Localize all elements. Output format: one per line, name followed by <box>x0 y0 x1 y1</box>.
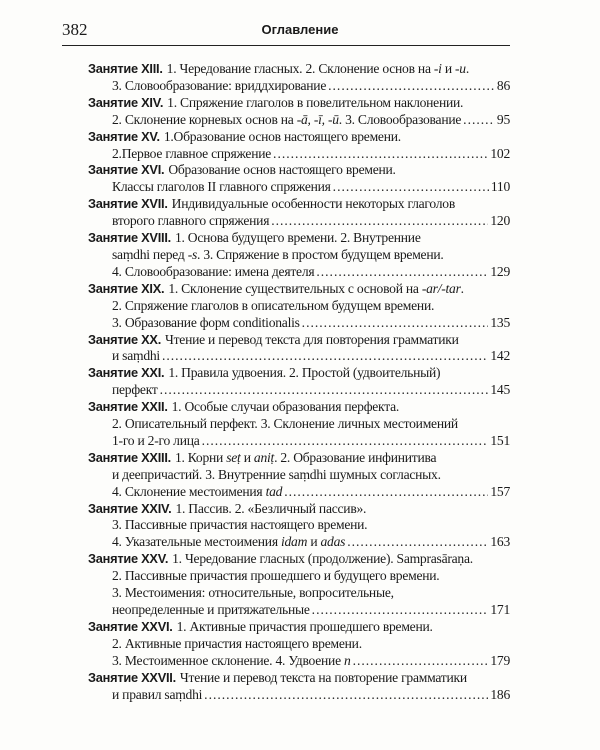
dot-leader <box>160 382 489 399</box>
text-segment: Чтение и перевод текста на повторение грамматики <box>179 669 467 685</box>
dot-leader <box>333 179 489 196</box>
entry-text <box>167 61 469 78</box>
entry-title: Занятие XXVI. <box>88 618 173 634</box>
toc-entry <box>88 129 510 163</box>
toc-line <box>88 602 510 619</box>
text-segment: . 3. Спряжение в простом будущем времени. <box>197 246 444 262</box>
toc-line <box>88 61 510 78</box>
toc-line <box>88 416 510 433</box>
entry-text <box>175 450 436 467</box>
entry-title: Занятие XXII. <box>88 399 168 415</box>
entry-text <box>172 551 473 568</box>
entry-page-number: 157 <box>490 483 510 499</box>
italic-term: -ar/-tar <box>421 280 461 296</box>
text-segment: 2. Пассивные причастия прошедшего и будущего времени. <box>112 568 440 584</box>
entry-text <box>112 298 434 315</box>
toc-line <box>88 146 510 163</box>
entry-text <box>165 332 459 349</box>
entry-title: Занятие XVIII. <box>88 230 171 246</box>
entry-text <box>112 78 326 95</box>
entry-text <box>164 129 401 146</box>
entry-text <box>112 315 300 332</box>
toc-line <box>88 585 510 602</box>
entry-title: Занятие XV. <box>88 128 160 144</box>
toc-line <box>88 129 510 146</box>
dot-leader <box>347 534 488 551</box>
text-segment: перфект <box>112 382 158 398</box>
entry-text <box>180 670 467 687</box>
entry-page-number: 110 <box>490 179 510 195</box>
italic-term: -s <box>187 246 198 262</box>
toc-line <box>88 298 510 315</box>
toc-entry <box>88 450 510 501</box>
text-segment: Чтение и перевод текста для повторения грамматики <box>165 331 459 347</box>
toc-entry <box>88 162 510 196</box>
text-segment: 2.Первое главное спряжение <box>112 145 272 161</box>
text-segment: и saṃdhi <box>112 348 160 364</box>
text-segment: Классы глаголов II главного спряжения <box>112 179 331 195</box>
entry-title: Занятие XIII. <box>88 61 163 76</box>
entry-text <box>112 433 200 450</box>
text-segment: 3. Словообразование: вриддхирование <box>112 77 327 93</box>
toc-line <box>88 281 510 298</box>
dot-leader <box>463 112 495 129</box>
entry-text <box>112 636 362 653</box>
dot-leader <box>316 264 488 281</box>
toc-line <box>88 332 510 349</box>
italic-term: adas <box>320 534 346 550</box>
toc-line <box>88 450 510 467</box>
toc-line <box>88 162 510 179</box>
entry-text <box>172 196 455 213</box>
entry-title: Занятие XX. <box>88 331 162 347</box>
text-segment: . <box>460 280 464 296</box>
entry-title: Занятие XVII. <box>88 196 168 212</box>
text-segment: . <box>465 61 469 76</box>
toc-line <box>88 399 510 416</box>
toc-entry <box>88 95 510 129</box>
entry-text <box>112 247 444 264</box>
entry-text <box>112 146 271 163</box>
entry-text <box>112 517 367 534</box>
entry-text <box>112 112 461 129</box>
dot-leader <box>312 602 489 619</box>
text-segment: 4. Словообразование: имена деятеля <box>112 263 315 279</box>
entry-title: Занятие XXIV. <box>88 500 172 516</box>
text-segment: 3. Местоимения: относительные, вопросительные, <box>112 585 394 601</box>
toc-line <box>88 196 510 213</box>
text-segment: 1. Активные причастия прошедшего времени. <box>176 618 433 634</box>
italic-term: n <box>344 652 351 668</box>
entry-text <box>112 687 202 704</box>
text-segment: 1.Образование основ настоящего времени. <box>163 128 401 144</box>
text-segment: 2. Описательный перфект. 3. Склонение личных местоимений <box>112 416 458 432</box>
toc-line <box>88 670 510 687</box>
entry-text <box>112 467 441 484</box>
text-segment: и деепричастий. 3. Внутренние saṃdhi шумных согласных. <box>112 466 441 482</box>
table-of-contents <box>88 61 510 703</box>
text-segment: 1. Чередование гласных (продолжение). Samprasāraṇa. <box>172 551 473 567</box>
toc-entry <box>88 551 510 619</box>
toc-entry <box>88 365 510 399</box>
entry-text <box>112 484 282 501</box>
entry-text <box>112 416 458 433</box>
dot-leader <box>271 213 488 230</box>
toc-line <box>88 501 510 518</box>
entry-page-number: 120 <box>490 213 510 229</box>
toc-line <box>88 687 510 704</box>
text-segment: второго главного спряжения <box>112 213 270 229</box>
header-rule <box>62 45 510 46</box>
italic-term: -i <box>433 61 442 76</box>
text-segment: 1. Основа будущего времени. 2. Внутренние <box>174 230 421 246</box>
entry-title: Занятие XXIII. <box>88 449 171 465</box>
toc-entry <box>88 61 510 95</box>
dot-leader <box>302 315 489 332</box>
text-segment: и <box>240 449 254 465</box>
entry-text <box>112 568 439 585</box>
toc-line <box>88 179 510 196</box>
toc-line <box>88 264 510 281</box>
entry-title: Занятие XIX. <box>88 280 165 296</box>
toc-entry <box>88 670 510 704</box>
text-segment: и <box>307 534 321 550</box>
text-segment: 1. Пассив. 2. «Безличный пассив». <box>175 500 367 516</box>
toc-entry <box>88 230 510 281</box>
toc-line <box>88 95 510 112</box>
entry-text <box>112 382 158 399</box>
text-segment: и правил saṃdhi <box>112 686 203 702</box>
toc-entry <box>88 332 510 366</box>
entry-text <box>168 162 395 179</box>
toc-line <box>88 467 510 484</box>
entry-text <box>175 230 421 247</box>
italic-term: seṭ <box>226 449 241 465</box>
toc-line <box>88 382 510 399</box>
toc-line <box>88 213 510 230</box>
text-segment: 3. Пассивные причастия настоящего времени. <box>112 517 368 533</box>
entry-page-number: 186 <box>490 686 510 702</box>
italic-term: idam <box>280 534 308 550</box>
toc-line <box>88 551 510 568</box>
entry-title: Занятие XIV. <box>88 94 164 110</box>
entry-text <box>112 264 314 281</box>
entry-page-number: 145 <box>490 382 510 398</box>
dot-leader <box>204 687 488 704</box>
toc-line <box>88 433 510 450</box>
text-segment: 1. Корни <box>174 449 227 465</box>
entry-title: Занятие XXI. <box>88 365 165 381</box>
toc-entry <box>88 399 510 450</box>
entry-page-number: 95 <box>496 111 510 127</box>
text-segment: 3. Местоименное склонение. 4. Удвоение <box>112 652 345 668</box>
entry-text <box>112 653 351 670</box>
italic-term: -u <box>455 61 466 76</box>
dot-leader <box>273 146 488 163</box>
text-segment: 3. Образование форм conditionalis <box>112 314 300 330</box>
entry-title: Занятие XXVII. <box>88 669 176 685</box>
toc-line <box>88 619 510 636</box>
entry-page-number: 151 <box>490 432 510 448</box>
entry-page-number: 171 <box>490 602 510 617</box>
entry-page-number: 102 <box>490 145 510 161</box>
entry-text <box>175 501 366 518</box>
entry-text <box>112 534 345 551</box>
text-segment: и <box>441 61 456 76</box>
toc-line <box>88 568 510 585</box>
text-segment: 2. Спряжение глаголов в описательном будущем времени. <box>112 297 435 313</box>
text-segment: 1. Правила удвоения. 2. Простой (удвоительный) <box>168 365 441 381</box>
toc-line <box>88 247 510 264</box>
dot-leader <box>328 78 495 95</box>
text-segment: 1. Особые случаи образования перфекта. <box>171 399 400 415</box>
italic-term: tad <box>265 483 283 499</box>
toc-entry <box>88 501 510 552</box>
entry-text <box>112 213 269 230</box>
dot-leader <box>162 348 488 365</box>
entry-text <box>112 602 310 619</box>
toc-entry <box>88 281 510 332</box>
running-title: Оглавление <box>261 22 339 37</box>
text-segment: . 3. Словообразование <box>338 111 462 127</box>
toc-line <box>88 517 510 534</box>
toc-line <box>88 112 510 129</box>
entry-page-number: 163 <box>490 534 510 550</box>
text-segment: saṃdhi перед <box>112 246 188 262</box>
text-segment: Образование основ настоящего времени. <box>168 162 396 178</box>
text-segment: 1. Склонение существительных с основой на <box>168 280 422 296</box>
page-number: 382 <box>62 20 88 39</box>
entry-title: Занятие XXV. <box>88 551 169 567</box>
entry-page-number: 179 <box>490 652 510 668</box>
text-segment: 2. Склонение корневых основ на <box>112 111 297 127</box>
entry-text <box>168 365 440 382</box>
toc-line <box>88 348 510 365</box>
toc-line <box>88 653 510 670</box>
entry-page-number: 135 <box>490 314 510 330</box>
toc-line <box>88 636 510 653</box>
text-segment: 1-го и 2-го лица <box>112 432 200 448</box>
entry-text <box>167 95 463 112</box>
text-segment: 4. Указательные местоимения <box>112 534 281 550</box>
entry-title: Занятие XVI. <box>88 162 165 178</box>
text-segment: 4. Склонение местоимения <box>112 483 266 499</box>
entry-page-number: 142 <box>490 348 510 364</box>
entry-page-number: 129 <box>490 263 510 279</box>
text-segment: 1. Чередование гласных. 2. Склонение основ на <box>166 61 434 76</box>
dot-leader <box>202 433 489 450</box>
toc-entry <box>88 196 510 230</box>
text-segment: неопределенные и притяжательные <box>112 602 310 617</box>
entry-text <box>112 348 160 365</box>
entry-text <box>112 585 394 602</box>
text-segment: . 2. Образование инфинитива <box>274 449 437 465</box>
text-segment: Индивидуальные особенности некоторых глаголов <box>171 196 456 212</box>
dot-leader <box>284 484 488 501</box>
entry-text <box>168 281 463 298</box>
text-segment: 1. Спряжение глаголов в повелительном наклонении. <box>167 94 464 110</box>
entry-page-number: 86 <box>496 77 510 93</box>
toc-line <box>88 534 510 551</box>
toc-line <box>88 315 510 332</box>
toc-line <box>88 484 510 501</box>
text-segment: 2. Активные причастия настоящего времени. <box>112 635 362 651</box>
toc-line <box>88 230 510 247</box>
entry-text <box>172 399 399 416</box>
entry-text <box>177 619 433 636</box>
toc-line <box>88 365 510 382</box>
toc-entry <box>88 619 510 670</box>
dot-leader <box>353 653 489 670</box>
italic-term: -ā, -ī, -ū <box>296 111 339 127</box>
italic-term: aniṭ <box>253 449 275 465</box>
entry-text <box>112 179 331 196</box>
toc-line <box>88 78 510 95</box>
